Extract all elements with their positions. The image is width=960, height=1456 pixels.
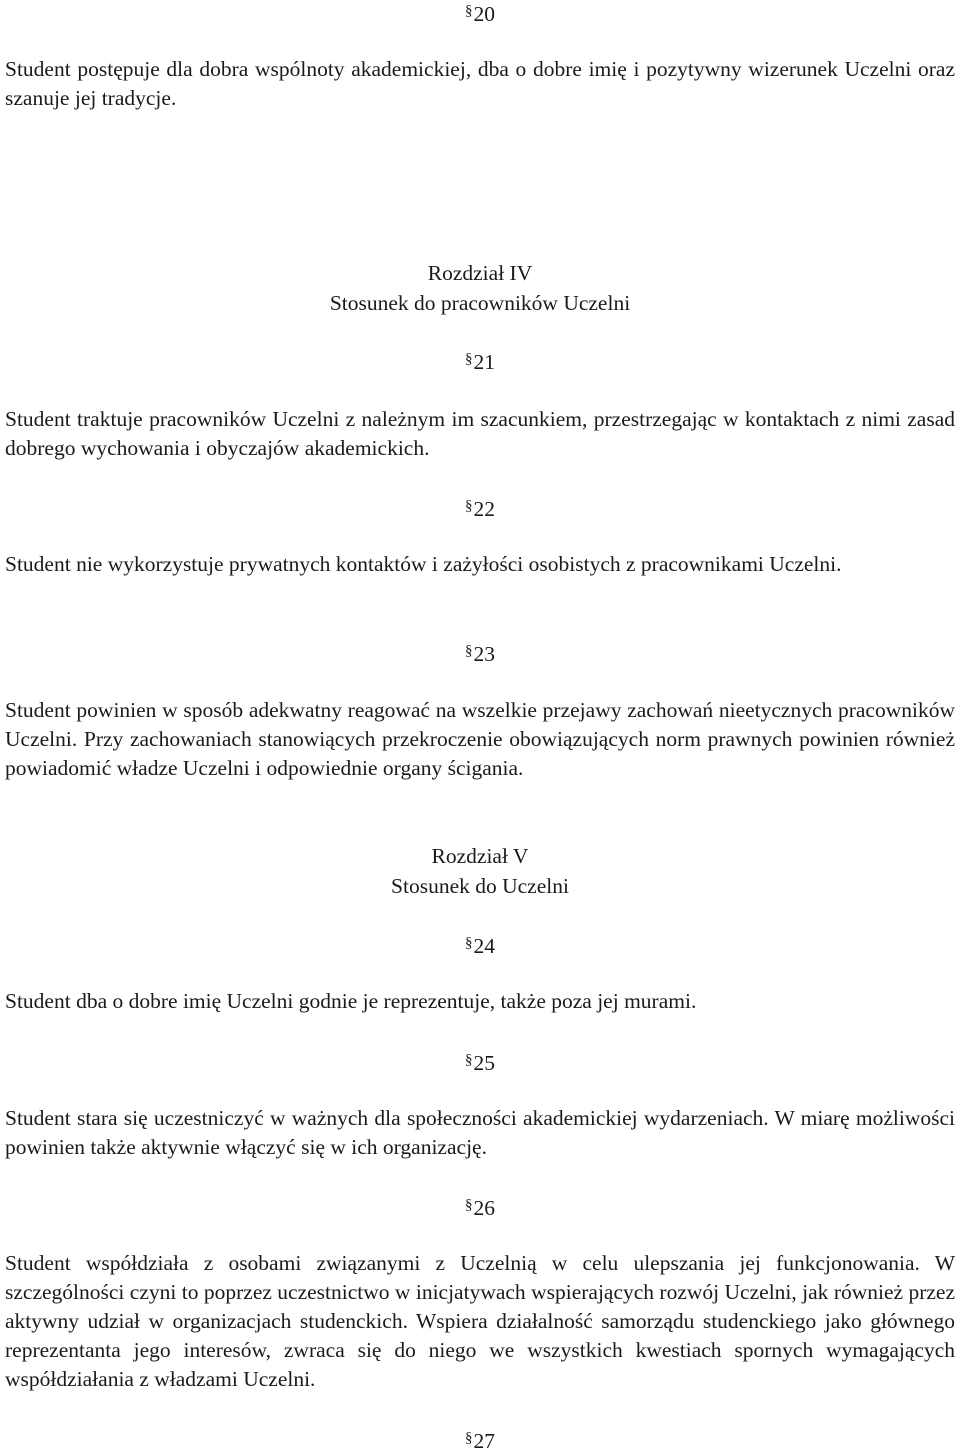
paragraph-text-22: Student nie wykorzystuje prywatnych kontaktów i zażyłości osobistych z pracownikami Uczelni. [5, 552, 842, 576]
paragraph-text-21: Student traktuje pracowników Uczelni z należnym im szacunkiem, przestrzegając w kontaktach z nimi zasad dobrego wychowania i obyczajów akademickich. [5, 407, 955, 460]
paragraph-number-23 [465, 637, 525, 669]
paragraph-number: 20 [473, 2, 495, 26]
chapter-subtitle: Stosunek do pracowników Uczelni [329, 291, 631, 315]
chapter-title: Rozdział V [431, 844, 529, 868]
paragraph-number-24 [465, 929, 525, 961]
paragraph-number: 27 [473, 1429, 495, 1453]
paragraph-number-20 [465, 0, 525, 29]
section-sign-icon: § [465, 935, 473, 951]
paragraph-text-25: Student stara się uczestniczyć w ważnych dla społeczności akademickiej wydarzeniach. W miarę możliwości powinien także aktywnie włączyć się w ich organizację. [5, 1106, 955, 1159]
paragraph-number: 23 [473, 642, 495, 666]
section-sign-icon: § [465, 351, 473, 367]
paragraph-number: 25 [473, 1051, 495, 1075]
paragraph-number-27 [465, 1424, 525, 1456]
paragraph-text-23: Student powinien w sposób adekwatny reagować na wszelkie przejawy zachowań nieetycznych pracowników Uczelni. Przy zachowaniach stanowiących przekroczenie obowiązujących norm prawnych powinien również powiadomić władze Uczelni i odpowiednie organy ścigania. [5, 698, 955, 780]
paragraph-number-25 [465, 1046, 525, 1078]
paragraph-text-24: Student dba o dobre imię Uczelni godnie je reprezentuje, także poza jej murami. [5, 989, 697, 1013]
section-sign-icon: § [465, 3, 473, 19]
paragraph-number-26 [465, 1191, 525, 1223]
paragraph-number-22 [465, 492, 525, 524]
section-sign-icon: § [465, 498, 473, 514]
chapter-heading-5 [0, 841, 960, 901]
paragraph-text-20: Student postępuje dla dobra wspólnoty akademickiej, dba o dobre imię i pozytywny wizerunek Uczelni oraz szanuje jej tradycje. [5, 57, 955, 110]
paragraph-text-26: Student współdziała z osobami związanymi z Uczelnią w celu ulepszania jej funkcjonowania. W szczególności czyni to poprzez uczestnictwo w inicjatywach wspierających rozwój Uczelni, jak również przez aktywny udział w organizacjach studenckich. Wspiera działalność samorządu studenckiego jako głównego reprezentanta jego interesów, zwraca się do niego we wszystkich kwestiach spornych wymagających współdziałania z władzami Uczelni. [5, 1251, 955, 1391]
section-sign-icon: § [465, 643, 473, 659]
paragraph-number: 26 [473, 1196, 495, 1220]
paragraph-number: 24 [473, 934, 495, 958]
chapter-title: Rozdział IV [427, 261, 533, 285]
section-sign-icon: § [465, 1430, 473, 1446]
section-sign-icon: § [465, 1052, 473, 1068]
section-sign-icon: § [465, 1197, 473, 1213]
paragraph-number-21 [465, 345, 525, 377]
paragraph-number: 21 [473, 350, 495, 374]
chapter-heading-4 [0, 258, 960, 318]
paragraph-number: 22 [473, 497, 495, 521]
chapter-subtitle: Stosunek do Uczelni [391, 874, 569, 898]
